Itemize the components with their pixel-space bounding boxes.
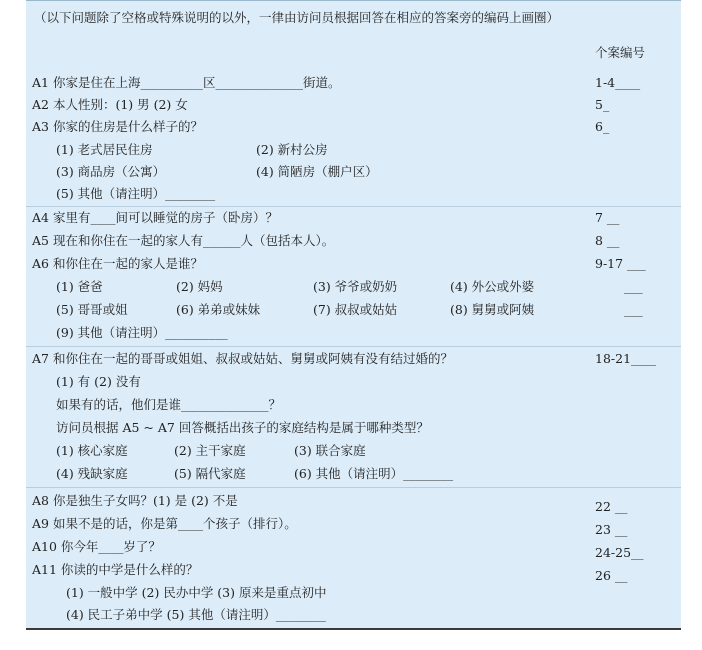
question-a10: A10 你今年____岁了？	[32, 539, 161, 554]
option-row	[26, 440, 681, 462]
question-row	[26, 207, 681, 229]
option-a6-6: (6) 弟弟或妹妹	[176, 302, 261, 317]
option-row	[26, 322, 681, 344]
option-row	[26, 417, 681, 439]
question-a9: A9 如果不是的话，你是第____个孩子（排行）。	[32, 516, 297, 531]
question-a7-followup: 如果有的话，他们是谁______________？	[56, 397, 282, 412]
option-row	[26, 299, 681, 321]
question-a3: A3 你家的住房是什么样子的？	[32, 119, 203, 134]
code-header-row	[26, 42, 681, 64]
code-a1: 1-4____	[595, 75, 641, 90]
question-a1: A1 你家是住在上海__________区______________街道。	[32, 75, 341, 90]
question-a8: A8 你是独生子女吗？(1) 是 (2) 不是	[32, 493, 238, 508]
code-a10: 24-25__	[595, 545, 644, 560]
option-a11-row2: (4) 民工子弟中学 (5) 其他（请注明）________	[66, 607, 326, 622]
option-row	[26, 139, 681, 161]
instructions-text: （以下问题除了空格或特殊说明的以外，一律由访问员根据回答在相应的答案旁的编码上画圈）	[34, 10, 560, 25]
question-a4: A4 家里有____间可以睡觉的房子（卧房）？	[32, 210, 278, 225]
option-row	[26, 183, 681, 205]
question-a5: A5 现在和你住在一起的家人有______人（包括本人）。	[32, 233, 335, 248]
option-a7: (1) 有 (2) 没有	[56, 374, 141, 389]
code-column-header: 个案编号	[595, 45, 646, 60]
question-a11: A11 你读的中学是什么样的？	[32, 562, 199, 577]
question-a7: A7 和你住在一起的哥哥或姐姐、叔叔或姑姑、舅舅或阿姨有没有结过婚的？	[32, 351, 453, 366]
code-a11: 26 __	[595, 568, 628, 583]
option-a6-5: (5) 哥哥或姐	[56, 302, 128, 317]
interviewer-note: 访问员根据 A5 ~ A7 回答概括出孩子的家庭结构是属于哪种类型？	[56, 420, 429, 435]
instructions-row	[26, 7, 681, 29]
question-row	[26, 536, 681, 558]
question-row	[26, 490, 681, 512]
question-a6: A6 和你住在一起的家人是谁？	[32, 256, 203, 271]
top-border	[26, 0, 681, 1]
code-a7: 18-21____	[595, 351, 657, 366]
option-row	[26, 604, 681, 626]
option-a11-row1: (1) 一般中学 (2) 民办中学 (3) 原来是重点初中	[66, 585, 327, 600]
code-a6-line3: ___	[624, 302, 643, 317]
question-row	[26, 116, 681, 138]
code-a8: 22 __	[595, 499, 628, 514]
option-a6-7: (7) 叔叔或姑姑	[313, 302, 398, 317]
option-a6-8: (8) 舅舅或阿姨	[450, 302, 535, 317]
option-a6-3: (3) 爷爷或奶奶	[313, 279, 398, 294]
question-row	[26, 513, 681, 535]
option-a3-2: (2) 新村公房	[256, 142, 328, 157]
question-row	[26, 72, 681, 94]
option-a6-2: (2) 妈妈	[176, 279, 223, 294]
option-row	[26, 371, 681, 393]
option-row	[26, 161, 681, 183]
code-a9: 23 __	[595, 522, 628, 537]
option-a6-4: (4) 外公或外婆	[450, 279, 535, 294]
code-a5: 8 __	[595, 233, 620, 248]
question-row	[26, 559, 681, 581]
question-row	[26, 253, 681, 275]
question-a2: A2 本人性别：(1) 男 (2) 女	[32, 97, 188, 112]
option-row	[26, 463, 681, 485]
option-row	[26, 394, 681, 416]
option-a3-5: (5) 其他（请注明）________	[56, 186, 216, 201]
section-divider	[26, 346, 681, 347]
section-divider	[26, 487, 681, 488]
option-a6-1: (1) 爸爸	[56, 279, 103, 294]
code-a3: 6_	[595, 119, 610, 134]
option-row	[26, 582, 681, 604]
option-family-3: (3) 联合家庭	[294, 443, 366, 458]
option-family-4: (4) 残缺家庭	[56, 466, 128, 481]
option-family-5: (5) 隔代家庭	[174, 466, 246, 481]
question-row	[26, 94, 681, 116]
option-family-6: (6) 其他（请注明）________	[294, 466, 454, 481]
code-a6-line2: ___	[624, 279, 643, 294]
option-family-1: (1) 核心家庭	[56, 443, 128, 458]
option-a3-4: (4) 简陋房（棚户区）	[256, 164, 378, 179]
question-row	[26, 230, 681, 252]
code-a4: 7 __	[595, 210, 620, 225]
option-a6-9: (9) 其他（请注明）__________	[56, 325, 228, 340]
code-a2: 5_	[595, 97, 610, 112]
option-family-2: (2) 主干家庭	[174, 443, 246, 458]
option-row	[26, 276, 681, 298]
question-row	[26, 348, 681, 370]
questionnaire-panel	[26, 0, 681, 630]
code-a6: 9-17 ___	[595, 256, 646, 271]
option-a3-1: (1) 老式居民住房	[56, 142, 153, 157]
option-a3-3: (3) 商品房（公寓）	[56, 164, 166, 179]
